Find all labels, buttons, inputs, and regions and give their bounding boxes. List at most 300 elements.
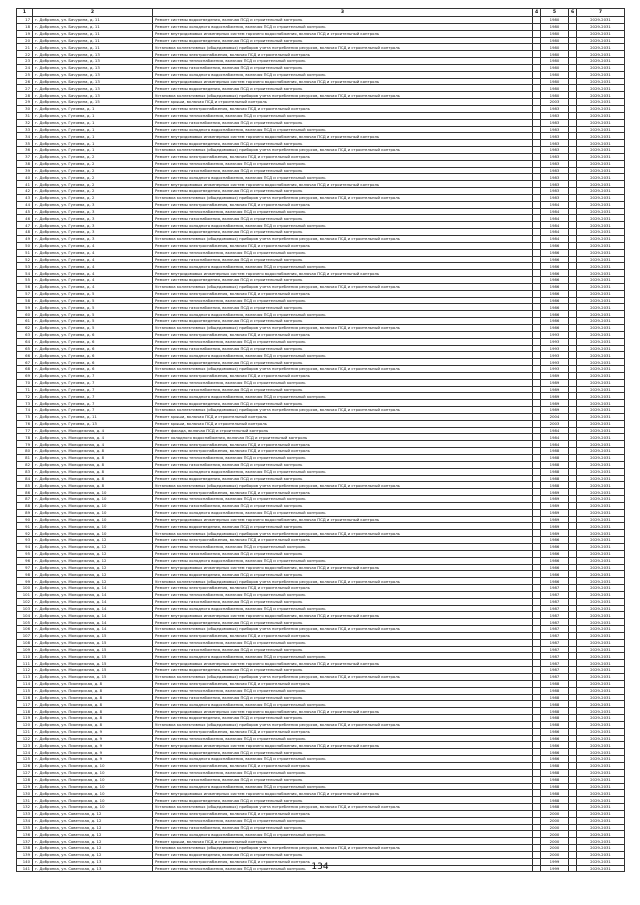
year-cell: 1983 (541, 126, 569, 133)
table-row (17, 824, 625, 831)
col-4-cell (533, 44, 541, 51)
work-type-cell: Ремонт системы электроснабжения, включая ПСД и строительный контроль (153, 242, 533, 249)
col-4-cell (533, 591, 541, 598)
year-cell: 1980 (541, 64, 569, 71)
col-header-3: 3 (153, 9, 533, 17)
year-cell: 2000 (541, 810, 569, 817)
row-number: 123 (17, 742, 33, 749)
address-cell: г. Добрянка, ул. Пионерская, д. 8 (33, 708, 153, 715)
row-number: 61 (17, 318, 33, 325)
col-4-cell (533, 270, 541, 277)
address-cell: г. Добрянка, ул. Молодежная, д. 14 (33, 619, 153, 626)
period-cell: 2029-2031 (577, 119, 625, 126)
col-6-cell (569, 99, 577, 106)
col-6-cell (569, 215, 577, 222)
period-cell: 2029-2031 (577, 51, 625, 58)
table-row (17, 85, 625, 92)
col-header-7: 7 (577, 9, 625, 17)
col-4-cell (533, 509, 541, 516)
col-4-cell (533, 769, 541, 776)
work-type-cell: Ремонт системы теплоснабжения, включая ПСД и строительный контроль (153, 455, 533, 462)
address-cell: г. Добрянка, ул. Гуляева, д. 1 (33, 126, 153, 133)
table-row (17, 810, 625, 817)
period-cell: 2029-2031 (577, 632, 625, 639)
table-row (17, 359, 625, 366)
work-type-cell: Ремонт системы электроснабжения, включая ПСД и строительный контроль (153, 762, 533, 769)
work-type-cell: Ремонт системы теплоснабжения, включая ПСД и строительный контроль (153, 58, 533, 65)
work-type-cell: Установка коллективных (общедомовых) приборов учета потребления ресурсов, включая ПСД и строительный контроль (153, 845, 533, 852)
table-row (17, 413, 625, 420)
table-row (17, 605, 625, 612)
row-number: 54 (17, 270, 33, 277)
address-cell: г. Добрянка, ул. Бачурина, д. 13 (33, 71, 153, 78)
period-cell: 2029-2031 (577, 585, 625, 592)
work-type-cell: Установка коллективных (общедомовых) приборов учета потребления ресурсов, включая ПСД и строительный контроль (153, 92, 533, 99)
table-row (17, 516, 625, 523)
year-cell: 1980 (541, 23, 569, 30)
address-cell: г. Добрянка, ул. Бачурина, д. 11 (33, 37, 153, 44)
col-6-cell (569, 119, 577, 126)
table-row (17, 804, 625, 811)
col-4-cell (533, 797, 541, 804)
row-number: 18 (17, 23, 33, 30)
row-number: 103 (17, 605, 33, 612)
work-type-cell: Ремонт системы электроснабжения, включая ПСД и строительный контроль (153, 290, 533, 297)
row-number: 88 (17, 502, 33, 509)
year-cell: 1986 (541, 290, 569, 297)
period-cell: 2029-2031 (577, 304, 625, 311)
period-cell: 2029-2031 (577, 461, 625, 468)
work-type-cell: Установка коллективных (общедомовых) приборов учета потребления ресурсов, включая ПСД и строительный контроль (153, 530, 533, 537)
year-cell: 1984 (541, 208, 569, 215)
work-type-cell: Ремонт системы холодного водоснабжения, включая ПСД и строительный контроль (153, 468, 533, 475)
table-row (17, 557, 625, 564)
work-type-cell: Ремонт внутридомовых инженерных систем горячего водоснабжения, включая ПСД и строительный контроль (153, 78, 533, 85)
period-cell: 2029-2031 (577, 557, 625, 564)
period-cell: 2029-2031 (577, 612, 625, 619)
work-type-cell: Ремонт системы газоснабжения, включая ПСД и строительный контроль (153, 215, 533, 222)
table-row (17, 188, 625, 195)
row-number: 135 (17, 824, 33, 831)
year-cell: 1986 (541, 242, 569, 249)
address-cell: г. Добрянка, ул. Молодежная, д. 14 (33, 598, 153, 605)
col-6-cell (569, 17, 577, 24)
work-type-cell: Ремонт системы газоснабжения, включая ПСД и строительный контроль (153, 345, 533, 352)
year-cell: 1986 (541, 249, 569, 256)
col-6-cell (569, 578, 577, 585)
period-cell: 2029-2031 (577, 194, 625, 201)
address-cell: г. Добрянка, ул. Молодежная, д. 12 (33, 557, 153, 564)
period-cell: 2029-2031 (577, 680, 625, 687)
work-type-cell: Ремонт системы холодного водоснабжения, включая ПСД и строительный контроль (153, 71, 533, 78)
col-6-cell (569, 530, 577, 537)
col-4-cell (533, 85, 541, 92)
year-cell: 1986 (541, 318, 569, 325)
address-cell: г. Добрянка, ул. Молодежная, д. 10 (33, 496, 153, 503)
year-cell: 1993 (541, 345, 569, 352)
col-4-cell (533, 427, 541, 434)
year-cell: 1988 (541, 762, 569, 769)
work-type-cell: Ремонт системы холодного водоснабжения, включая ПСД и строительный контроль (153, 311, 533, 318)
year-cell: 1989 (541, 489, 569, 496)
work-type-cell: Ремонт системы газоснабжения, включая ПСД и строительный контроль (153, 386, 533, 393)
address-cell: г. Добрянка, ул. Молодежная, д. 4 (33, 441, 153, 448)
col-6-cell (569, 735, 577, 742)
work-type-cell: Ремонт крыши, включая ПСД и строительный контроль (153, 838, 533, 845)
period-cell: 2029-2031 (577, 338, 625, 345)
year-cell: 1984 (541, 201, 569, 208)
work-type-cell: Ремонт системы электроснабжения, включая ПСД и строительный контроль (153, 153, 533, 160)
address-cell: г. Добрянка, ул. Молодежная, д. 8 (33, 461, 153, 468)
year-cell: 1993 (541, 359, 569, 366)
address-cell: г. Добрянка, ул. Гуляева, д. 3 (33, 222, 153, 229)
address-cell: г. Добрянка, ул. Молодежная, д. 4 (33, 427, 153, 434)
address-cell: г. Добрянка, ул. Молодежная, д. 15 (33, 667, 153, 674)
year-cell: 1988 (541, 448, 569, 455)
col-header-1: 1 (17, 9, 33, 17)
table-row (17, 626, 625, 633)
col-6-cell (569, 222, 577, 229)
col-4-cell (533, 208, 541, 215)
row-number: 126 (17, 762, 33, 769)
row-number: 60 (17, 311, 33, 318)
year-cell: 1988 (541, 769, 569, 776)
address-cell: г. Добрянка, ул. Гуляева, д. 1 (33, 105, 153, 112)
period-cell: 2029-2031 (577, 735, 625, 742)
table-row (17, 304, 625, 311)
table-row (17, 208, 625, 215)
table-row (17, 838, 625, 845)
col-4-cell (533, 804, 541, 811)
work-type-cell: Ремонт системы водоотведения, включая ПСД и строительный контроль (153, 749, 533, 756)
work-type-cell: Ремонт системы электроснабжения, включая ПСД и строительный контроль (153, 728, 533, 735)
row-number: 131 (17, 797, 33, 804)
table-row (17, 386, 625, 393)
col-6-cell (569, 194, 577, 201)
address-cell: г. Добрянка, ул. Гуляева, д. 11 (33, 413, 153, 420)
table-row (17, 352, 625, 359)
col-4-cell (533, 455, 541, 462)
row-number: 73 (17, 400, 33, 407)
year-cell: 1986 (541, 537, 569, 544)
work-type-cell: Ремонт системы водоотведения, включая ПСД и строительный контроль (153, 140, 533, 147)
col-4-cell (533, 359, 541, 366)
col-6-cell (569, 407, 577, 414)
year-cell: 1989 (541, 502, 569, 509)
work-type-cell: Установка коллективных (общедомовых) приборов учета потребления ресурсов, включая ПСД и строительный контроль (153, 721, 533, 728)
col-4-cell (533, 783, 541, 790)
address-cell: г. Добрянка, ул. Гуляева, д. 1 (33, 147, 153, 154)
period-cell: 2029-2031 (577, 78, 625, 85)
col-6-cell (569, 646, 577, 653)
col-6-cell (569, 133, 577, 140)
col-6-cell (569, 188, 577, 195)
year-cell: 1988 (541, 804, 569, 811)
year-cell: 1980 (541, 58, 569, 65)
col-6-cell (569, 277, 577, 284)
row-number: 140 (17, 858, 33, 865)
year-cell: 1983 (541, 167, 569, 174)
col-6-cell (569, 92, 577, 99)
col-6-cell (569, 824, 577, 831)
period-cell: 2029-2031 (577, 660, 625, 667)
year-cell: 1986 (541, 311, 569, 318)
address-cell: г. Добрянка, ул. Гуляева, д. 5 (33, 324, 153, 331)
table-row (17, 119, 625, 126)
work-type-cell: Установка коллективных (общедомовых) приборов учета потребления ресурсов, включая ПСД и строительный контроль (153, 283, 533, 290)
table-row (17, 427, 625, 434)
row-number: 141 (17, 865, 33, 872)
col-6-cell (569, 653, 577, 660)
col-6-cell (569, 564, 577, 571)
col-4-cell (533, 715, 541, 722)
address-cell: г. Добрянка, ул. Гуляева, д. 3 (33, 208, 153, 215)
col-4-cell (533, 742, 541, 749)
address-cell: г. Добрянка, ул. Советская, д. 12 (33, 810, 153, 817)
period-cell: 2029-2031 (577, 790, 625, 797)
address-cell: г. Добрянка, ул. Гуляева, д. 6 (33, 352, 153, 359)
row-number: 134 (17, 817, 33, 824)
table-row (17, 728, 625, 735)
work-type-cell: Ремонт системы холодного водоснабжения, включая ПСД и строительный контроль (153, 263, 533, 270)
row-number: 110 (17, 653, 33, 660)
period-cell: 2029-2031 (577, 112, 625, 119)
col-4-cell (533, 845, 541, 852)
table-row (17, 400, 625, 407)
year-cell: 1986 (541, 283, 569, 290)
table-row (17, 735, 625, 742)
period-cell: 2029-2031 (577, 64, 625, 71)
year-cell: 1983 (541, 133, 569, 140)
table-row (17, 468, 625, 475)
table-row (17, 694, 625, 701)
work-type-cell: Ремонт системы водоотведения, включая ПСД и строительный контроль (153, 523, 533, 530)
row-number: 85 (17, 482, 33, 489)
work-type-cell: Установка коллективных (общедомовых) приборов учета потребления ресурсов, включая ПСД и строительный контроль (153, 626, 533, 633)
address-cell: г. Добрянка, ул. Пионерская, д. 10 (33, 783, 153, 790)
period-cell: 2029-2031 (577, 352, 625, 359)
work-type-cell: Ремонт внутридомовых инженерных систем горячего водоснабжения, включая ПСД и строительный контроль (153, 133, 533, 140)
table-row (17, 742, 625, 749)
address-cell: г. Добрянка, ул. Гуляева, д. 6 (33, 338, 153, 345)
work-type-cell: Ремонт системы теплоснабжения, включая ПСД и строительный контроль (153, 543, 533, 550)
row-number: 108 (17, 639, 33, 646)
col-4-cell (533, 338, 541, 345)
address-cell: г. Добрянка, ул. Пионерская, д. 9 (33, 756, 153, 763)
table-row (17, 817, 625, 824)
address-cell: г. Добрянка, ул. Гуляева, д. 4 (33, 263, 153, 270)
year-cell: 1986 (541, 256, 569, 263)
table-row (17, 236, 625, 243)
work-type-cell: Ремонт системы теплоснабжения, включая ПСД и строительный контроль (153, 639, 533, 646)
year-cell: 1989 (541, 516, 569, 523)
col-6-cell (569, 810, 577, 817)
table-row (17, 366, 625, 373)
row-number: 74 (17, 407, 33, 414)
address-cell: г. Добрянка, ул. Пионерская, д. 8 (33, 721, 153, 728)
address-cell: г. Добрянка, ул. Пионерская, д. 10 (33, 790, 153, 797)
year-cell: 1987 (541, 585, 569, 592)
period-cell: 2029-2031 (577, 639, 625, 646)
year-cell: 1983 (541, 174, 569, 181)
work-type-cell: Ремонт крыши, включая ПСД и строительный контроль (153, 99, 533, 106)
table-row (17, 701, 625, 708)
year-cell: 1986 (541, 756, 569, 763)
col-6-cell (569, 304, 577, 311)
col-6-cell (569, 242, 577, 249)
work-type-cell: Ремонт системы теплоснабжения, включая ПСД и строительный контроль (153, 687, 533, 694)
row-number: 23 (17, 58, 33, 65)
address-cell: г. Добрянка, ул. Молодежная, д. 14 (33, 605, 153, 612)
work-type-cell: Ремонт системы теплоснабжения, включая ПСД и строительный контроль (153, 496, 533, 503)
col-4-cell (533, 653, 541, 660)
row-number: 113 (17, 674, 33, 681)
address-cell: г. Добрянка, ул. Советская, д. 12 (33, 831, 153, 838)
work-type-cell: Ремонт фасада, включая ПСД и строительный контроль (153, 427, 533, 434)
table-row (17, 639, 625, 646)
period-cell: 2029-2031 (577, 845, 625, 852)
address-cell: г. Добрянка, ул. Молодежная, д. 14 (33, 612, 153, 619)
col-4-cell (533, 762, 541, 769)
row-number: 31 (17, 112, 33, 119)
table-row (17, 58, 625, 65)
col-4-cell (533, 297, 541, 304)
year-cell: 1980 (541, 78, 569, 85)
col-6-cell (569, 701, 577, 708)
work-type-cell: Ремонт системы водоотведения, включая ПСД и строительный контроль (153, 229, 533, 236)
row-number: 92 (17, 530, 33, 537)
col-4-cell (533, 687, 541, 694)
table-row (17, 147, 625, 154)
col-4-cell (533, 728, 541, 735)
address-cell: г. Добрянка, ул. Гуляева, д. 4 (33, 256, 153, 263)
row-number: 120 (17, 721, 33, 728)
address-cell: г. Добрянка, ул. Гуляева, д. 2 (33, 160, 153, 167)
period-cell: 2029-2031 (577, 783, 625, 790)
col-6-cell (569, 44, 577, 51)
address-cell: г. Добрянка, ул. Молодежная, д. 14 (33, 585, 153, 592)
col-6-cell (569, 359, 577, 366)
col-6-cell (569, 64, 577, 71)
row-number: 137 (17, 838, 33, 845)
period-cell: 2029-2031 (577, 229, 625, 236)
work-type-cell: Ремонт системы водоотведения, включая ПСД и строительный контроль (153, 188, 533, 195)
table-row (17, 496, 625, 503)
address-cell: г. Добрянка, ул. Гуляева, д. 5 (33, 318, 153, 325)
year-cell: 2003 (541, 420, 569, 427)
col-6-cell (569, 448, 577, 455)
col-4-cell (533, 58, 541, 65)
address-cell: г. Добрянка, ул. Пионерская, д. 10 (33, 804, 153, 811)
address-cell: г. Добрянка, ул. Гуляева, д. 5 (33, 297, 153, 304)
row-number: 67 (17, 359, 33, 366)
period-cell: 2029-2031 (577, 804, 625, 811)
col-4-cell (533, 550, 541, 557)
col-4-cell (533, 578, 541, 585)
table-row (17, 215, 625, 222)
row-number: 36 (17, 147, 33, 154)
table-row (17, 537, 625, 544)
col-header-6: 6 (569, 9, 577, 17)
work-type-cell: Установка коллективных (общедомовых) приборов учета потребления ресурсов, включая ПСД и строительный контроль (153, 804, 533, 811)
period-cell: 2029-2031 (577, 721, 625, 728)
work-type-cell: Ремонт системы газоснабжения, включая ПСД и строительный контроль (153, 824, 533, 831)
address-cell: г. Добрянка, ул. Гуляева, д. 1 (33, 140, 153, 147)
period-cell: 2029-2031 (577, 379, 625, 386)
work-type-cell: Ремонт системы водоотведения, включая ПСД и строительный контроль (153, 797, 533, 804)
table-row (17, 105, 625, 112)
year-cell: 1983 (541, 119, 569, 126)
col-6-cell (569, 838, 577, 845)
col-4-cell (533, 222, 541, 229)
table-row (17, 407, 625, 414)
col-6-cell (569, 78, 577, 85)
row-number: 127 (17, 769, 33, 776)
col-4-cell (533, 674, 541, 681)
work-type-cell: Ремонт системы холодного водоснабжения, включая ПСД и строительный контроль (153, 831, 533, 838)
work-type-cell: Установка коллективных (общедомовых) приборов учета потребления ресурсов, включая ПСД и строительный контроль (153, 324, 533, 331)
col-4-cell (533, 667, 541, 674)
year-cell: 1993 (541, 352, 569, 359)
address-cell: г. Добрянка, ул. Бачурина, д. 13 (33, 51, 153, 58)
year-cell: 1988 (541, 715, 569, 722)
table-row (17, 297, 625, 304)
row-number: 38 (17, 160, 33, 167)
year-cell: 1986 (541, 270, 569, 277)
work-type-cell: Ремонт системы водоотведения, включая ПСД и строительный контроль (153, 715, 533, 722)
address-cell: г. Добрянка, ул. Гуляева, д. 7 (33, 400, 153, 407)
table-row (17, 749, 625, 756)
col-6-cell (569, 715, 577, 722)
table-row (17, 126, 625, 133)
col-6-cell (569, 256, 577, 263)
table-row (17, 851, 625, 858)
address-cell: г. Добрянка, ул. Гуляева, д. 4 (33, 277, 153, 284)
address-cell: г. Добрянка, ул. Гуляева, д. 6 (33, 345, 153, 352)
row-number: 81 (17, 455, 33, 462)
year-cell: 1980 (541, 71, 569, 78)
col-4-cell (533, 838, 541, 845)
col-6-cell (569, 687, 577, 694)
col-4-cell (533, 112, 541, 119)
table-row (17, 229, 625, 236)
row-number: 128 (17, 776, 33, 783)
col-6-cell (569, 845, 577, 852)
table-row (17, 660, 625, 667)
table-row (17, 379, 625, 386)
year-cell: 1986 (541, 742, 569, 749)
table-row (17, 44, 625, 51)
address-cell: г. Добрянка, ул. Молодежная, д. 15 (33, 653, 153, 660)
col-6-cell (569, 324, 577, 331)
col-4-cell (533, 277, 541, 284)
row-number: 130 (17, 790, 33, 797)
address-cell: г. Добрянка, ул. Пионерская, д. 9 (33, 728, 153, 735)
year-cell: 1993 (541, 331, 569, 338)
work-type-cell: Ремонт системы холодного водоснабжения, включая ПСД и строительный контроль (153, 352, 533, 359)
year-cell: 1988 (541, 776, 569, 783)
period-cell: 2029-2031 (577, 311, 625, 318)
row-number: 70 (17, 379, 33, 386)
col-4-cell (533, 468, 541, 475)
period-cell: 2029-2031 (577, 687, 625, 694)
col-6-cell (569, 797, 577, 804)
year-cell: 1989 (541, 523, 569, 530)
table-row (17, 37, 625, 44)
work-type-cell: Ремонт системы электроснабжения, включая ПСД и строительный контроль (153, 51, 533, 58)
year-cell: 1980 (541, 44, 569, 51)
address-cell: г. Добрянка, ул. Пионерская, д. 8 (33, 680, 153, 687)
